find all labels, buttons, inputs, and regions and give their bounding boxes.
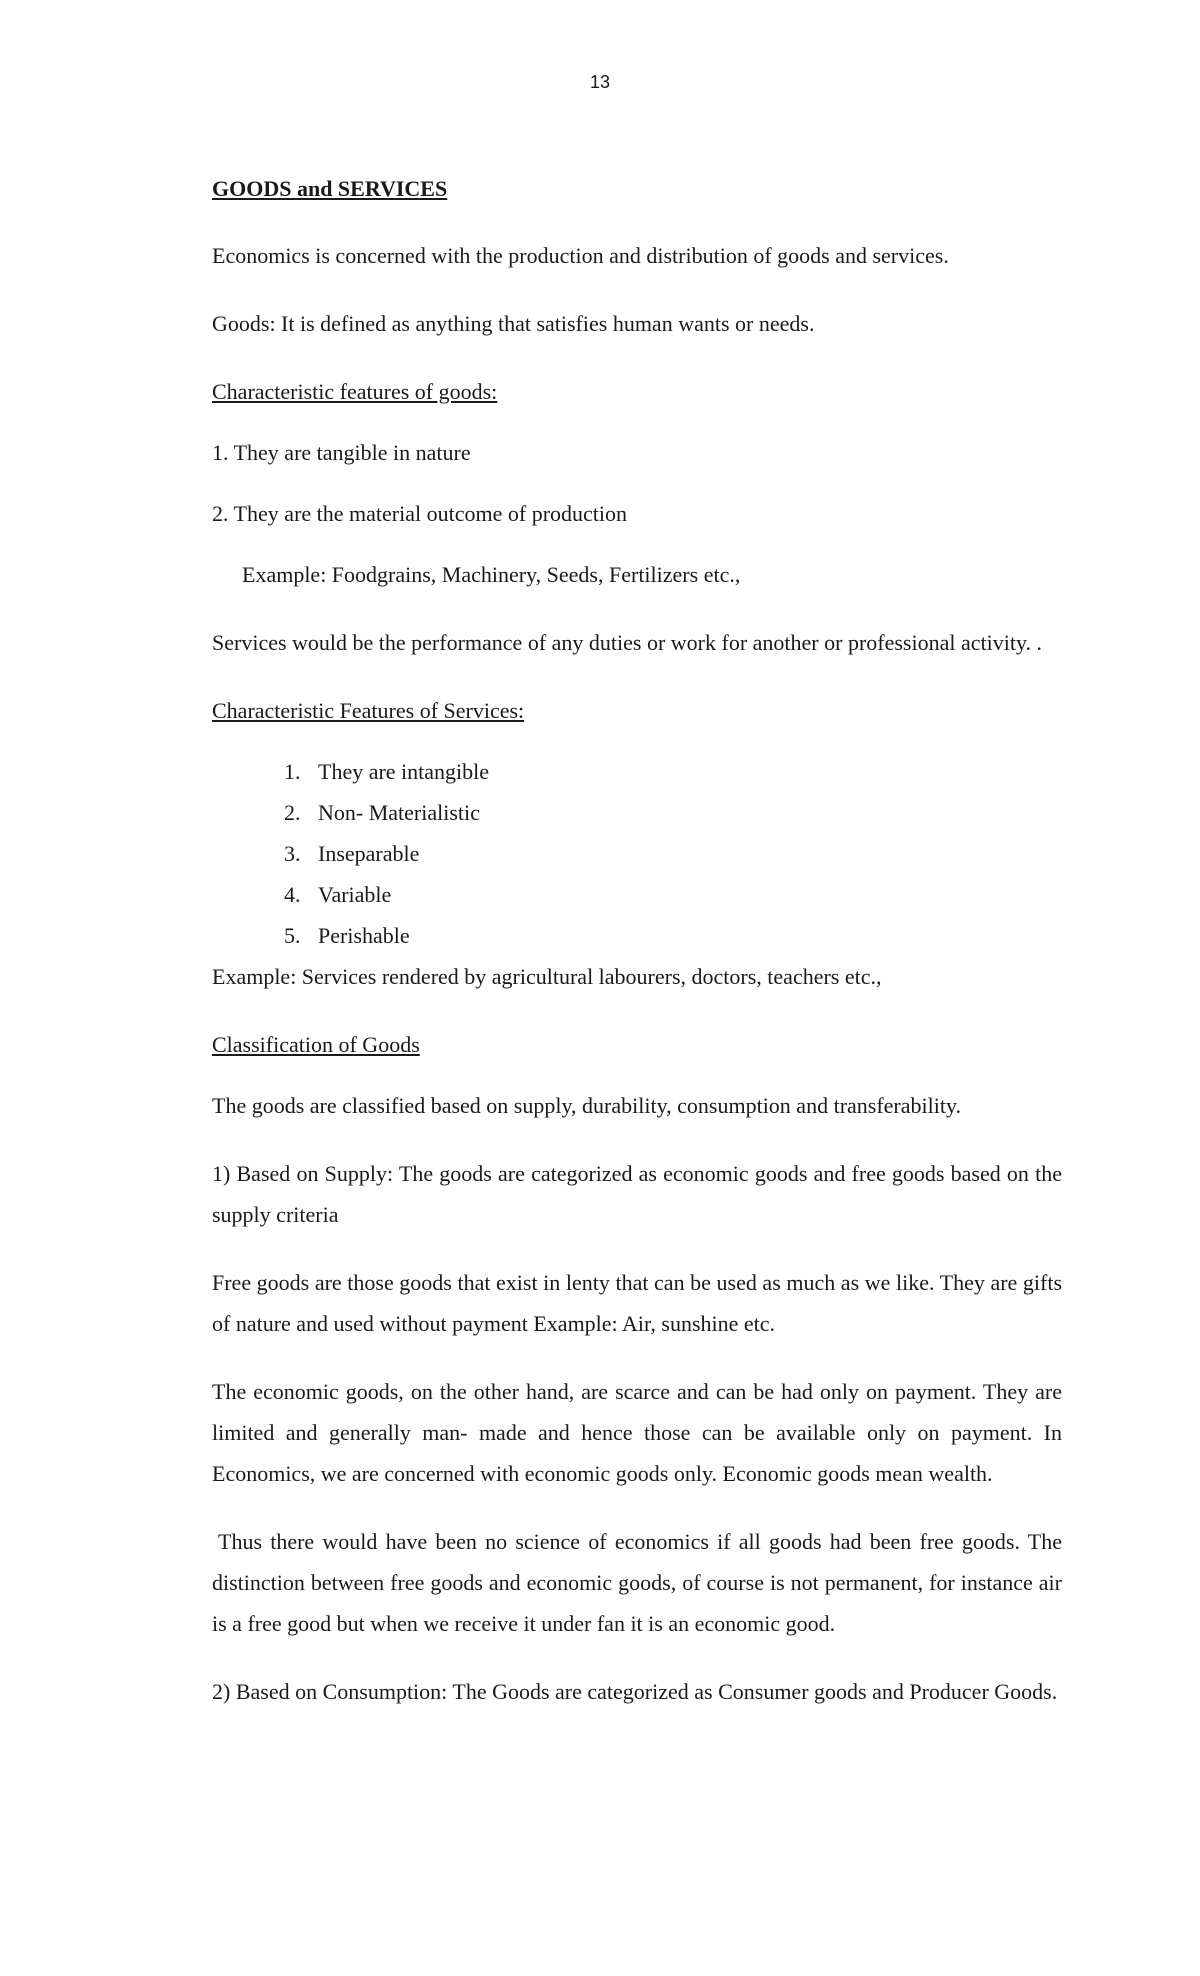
economic-goods-paragraph: The economic goods, on the other hand, are scarce and can be had only on payment. They are limited and generally man- made and hence those can be available only on payment. In Economics, we are concerned with economic goods only. Economic goods mean wealth. (212, 1379, 1062, 1486)
list-item-number: 2. (284, 800, 301, 825)
list-item (284, 792, 1062, 833)
list-item-number: 1. (284, 759, 301, 784)
goods-feature-item: 2. They are the material outcome of production (212, 501, 628, 526)
classification-heading: Classification of Goods (212, 1032, 420, 1057)
list-item-text: Non- Materialistic (318, 800, 480, 825)
list-item-number: 5. (284, 923, 301, 948)
goods-feature-item: 1. They are tangible in nature (212, 440, 471, 465)
page-number: 13 (589, 72, 611, 92)
list-item (284, 915, 1062, 956)
intro-paragraph: Economics is concerned with the production and distribution of goods and services. (212, 243, 949, 268)
services-definition: Services would be the performance of any duties or work for another or professional activity. . (212, 630, 1043, 655)
page-title: GOODS and SERVICES (212, 176, 448, 201)
distinction-paragraph: Thus there would have been no science of economics if all goods had been free goods. The distinction between free goods and economic goods, of course is not permanent, for instance air is a free good but when we receive it under fan it is an economic good. (212, 1529, 1062, 1636)
list-item-number: 3. (284, 841, 301, 866)
services-features-heading: Characteristic Features of Services: (212, 698, 525, 723)
consumption-paragraph: 2) Based on Consumption: The Goods are categorized as Consumer goods and Producer Goods. (212, 1679, 1058, 1704)
supply-paragraph: 1) Based on Supply: The goods are categorized as economic goods and free goods based on the supply criteria (212, 1161, 1062, 1227)
free-goods-paragraph: Free goods are those goods that exist in lenty that can be used as much as we like. They are gifts of nature and used without payment Example: Air, sunshine etc. (212, 1270, 1062, 1336)
services-example: Example: Services rendered by agricultural labourers, doctors, teachers etc., (212, 964, 882, 989)
classification-intro: The goods are classified based on supply, durability, consumption and transferability. (212, 1093, 962, 1118)
list-item-text: Inseparable (318, 841, 420, 866)
services-features-list (212, 751, 1062, 956)
list-item (284, 833, 1062, 874)
list-item (284, 874, 1062, 915)
list-item-text: Variable (318, 882, 392, 907)
list-item-text: They are intangible (318, 759, 490, 784)
list-item-number: 4. (284, 882, 301, 907)
goods-example: Example: Foodgrains, Machinery, Seeds, Fertilizers etc., (242, 562, 741, 587)
list-item-text: Perishable (318, 923, 410, 948)
document-body (212, 168, 1062, 1739)
goods-features-heading: Characteristic features of goods: (212, 379, 498, 404)
list-item (284, 751, 1062, 792)
goods-definition: Goods: It is defined as anything that satisfies human wants or needs. (212, 311, 815, 336)
